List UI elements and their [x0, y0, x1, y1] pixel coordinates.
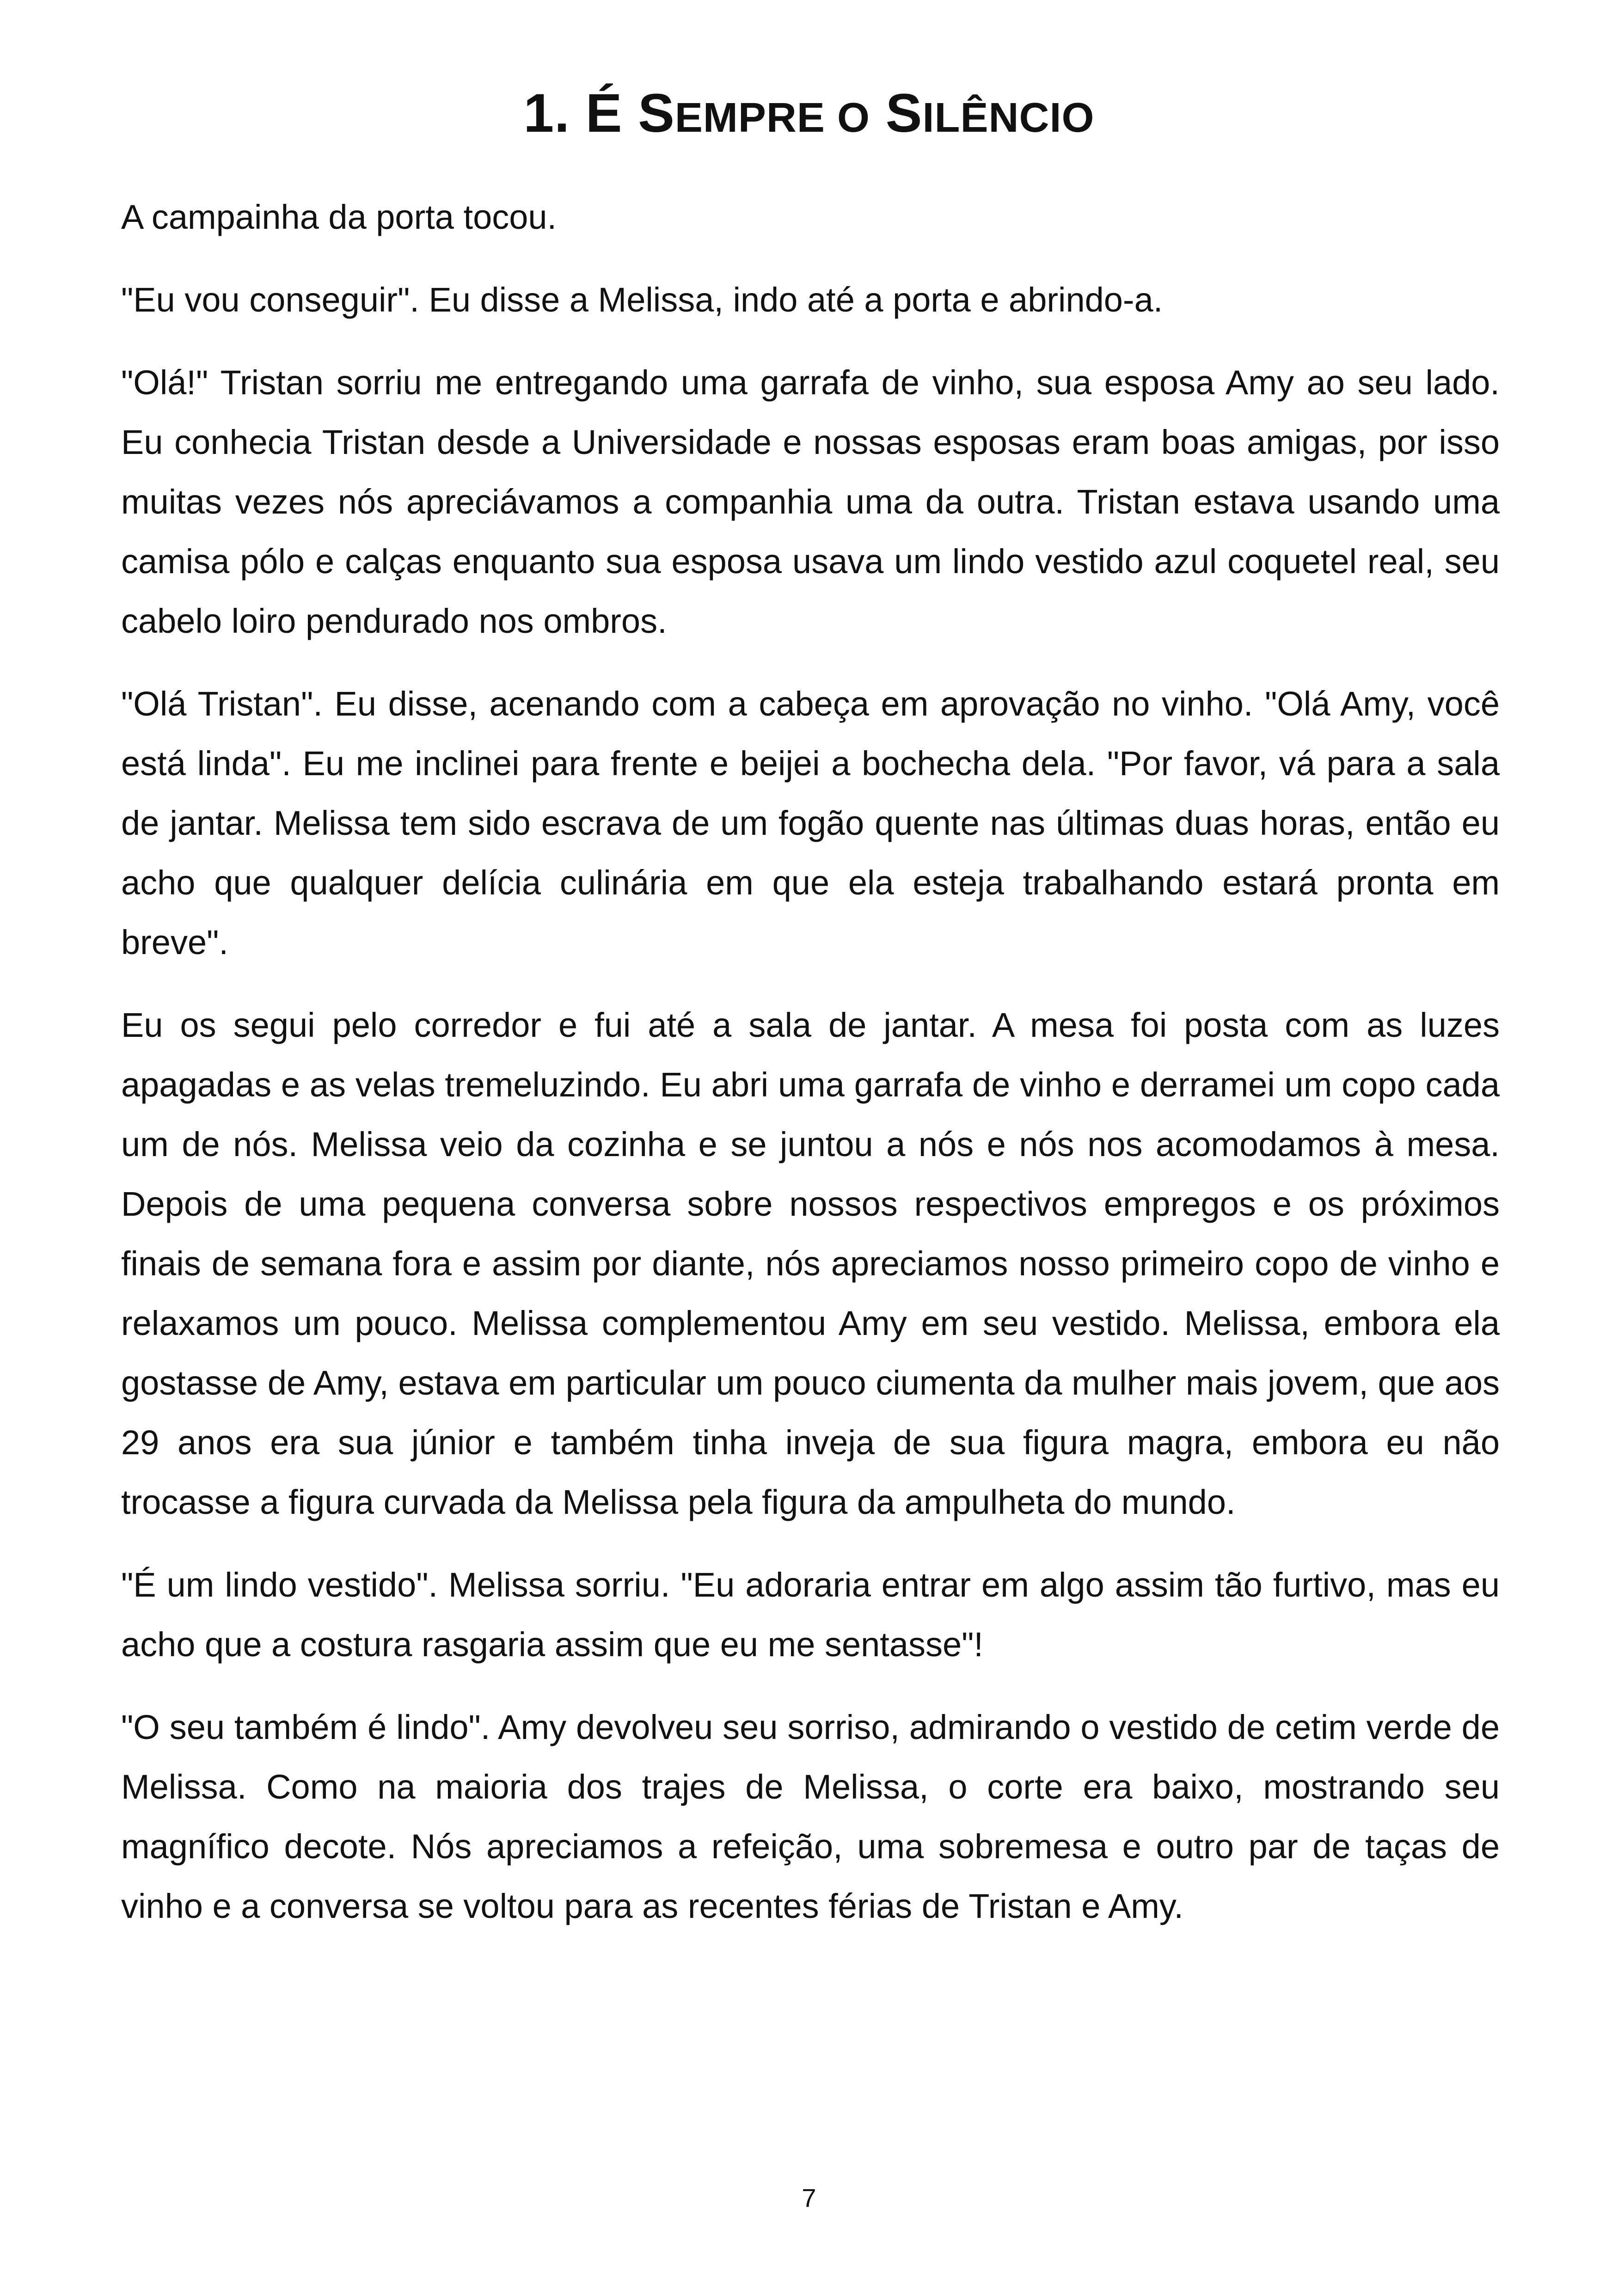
- page-number: 7: [802, 2183, 816, 2212]
- paragraph: A campainha da porta tocou.: [121, 198, 557, 236]
- paragraph: "Olá!" Tristan sorriu me entregando uma garrafa de vinho, sua esposa Amy ao seu lado. Eu conhecia Tristan desde a Universidade e nossas esposas eram boas amigas, por isso muitas vezes nós apreciávamos a companhia uma da outra. Tristan estava usando uma camisa pólo e calças enquanto sua esposa usava um lindo vestido azul coquetel real, seu cabelo loiro pendurado nos ombros.: [121, 363, 1500, 640]
- paragraph: "É um lindo vestido". Melissa sorriu. "Eu adoraria entrar em algo assim tão furtivo, mas eu acho que a costura rasgaria assim que eu me sentasse"!: [121, 1566, 1500, 1664]
- chapter-title-part: EMPRE O: [674, 95, 870, 141]
- chapter-title-part: ILÊNCIO: [922, 95, 1095, 141]
- chapter-title-part: S: [870, 83, 923, 144]
- chapter-title-part: 1. É S: [523, 83, 675, 144]
- paragraph: "Eu vou conseguir". Eu disse a Melissa, indo até a porta e abrindo-a.: [121, 281, 1163, 319]
- chapter-title: [0, 79, 1618, 153]
- paragraph: "Olá Tristan". Eu disse, acenando com a cabeça em aprovação no vinho. "Olá Amy, você está linda". Eu me inclinei para frente e beijei a bochecha dela. "Por favor, vá para a sala de jantar. Melissa tem sido escrava de um fogão quente nas últimas duas horas, então eu acho que qualquer delícia culinária em que ela esteja trabalhando estará pronta em breve".: [121, 685, 1500, 961]
- body-text: [121, 187, 1500, 1959]
- paragraph: "O seu também é lindo". Amy devolveu seu sorriso, admirando o vestido de cetim verde de Melissa. Como na maioria dos trajes de Melissa, o corte era baixo, mostrando seu magnífico decote. Nós apreciamos a refeição, uma sobremesa e outro par de taças de vinho e a conversa se voltou para as recentes férias de Tristan e Amy.: [121, 1708, 1500, 1925]
- paragraph: Eu os segui pelo corredor e fui até a sala de jantar. A mesa foi posta com as luzes apagadas e as velas tremeluzindo. Eu abri uma garrafa de vinho e derramei um copo cada um de nós. Melissa veio da cozinha e se juntou a nós e nós nos acomodamos à mesa. Depois de uma pequena conversa sobre nossos respectivos empregos e os próximos finais de semana fora e assim por diante, nós apreciamos nosso primeiro copo de vinho e relaxamos um pouco. Melissa complementou Amy em seu vestido. Melissa, embora ela gostasse de Amy, estava em particular um pouco ciumenta da mulher mais jovem, que aos 29 anos era sua júnior e também tinha inveja de sua figura magra, embora eu não trocasse a figura curvada da Melissa pela figura da ampulheta do mundo.: [121, 1006, 1500, 1521]
